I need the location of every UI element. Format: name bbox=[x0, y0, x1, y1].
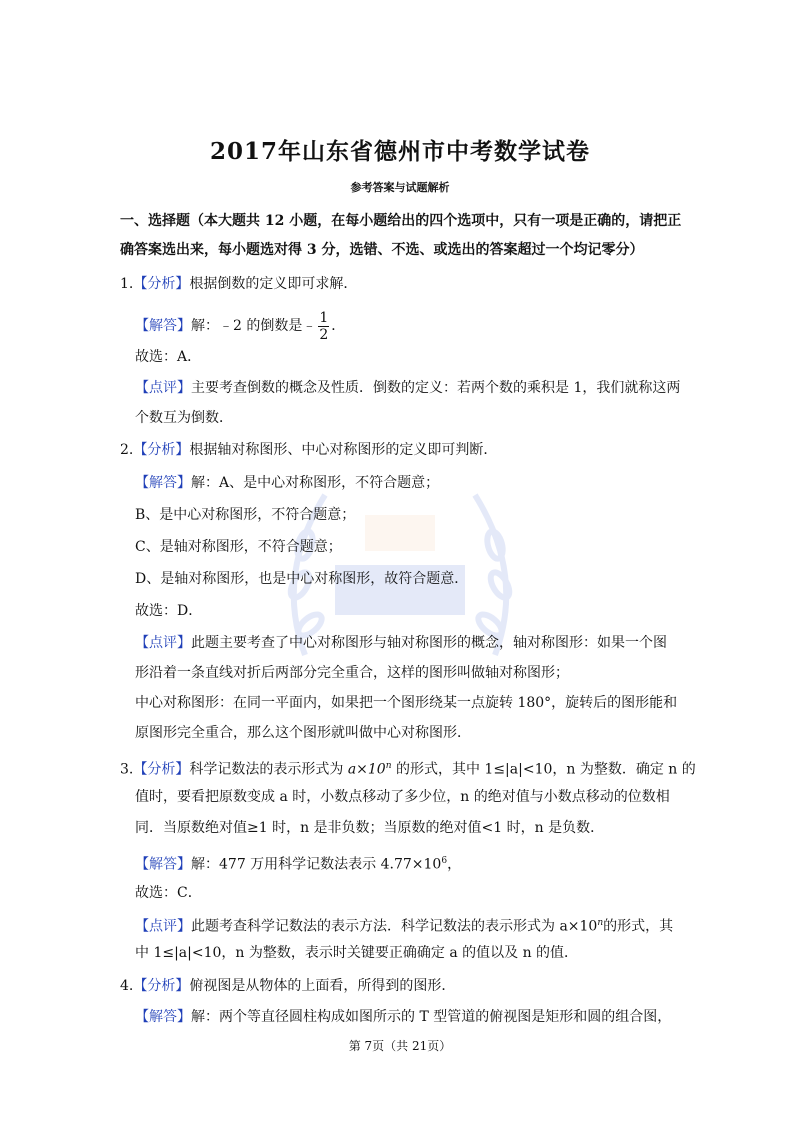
q2-analysis-line bbox=[120, 440, 497, 460]
q1-analysis-text: 根据倒数的定义即可求解． bbox=[189, 276, 358, 292]
analysis-tag: 【分析】 bbox=[133, 761, 190, 778]
q3-analysis-exponent: n bbox=[385, 761, 392, 771]
q2-analysis-text: 根据轴对称图形、中心对称图形的定义即可判断． bbox=[189, 442, 498, 458]
q1-answer-line bbox=[135, 309, 345, 343]
q4-analysis-line bbox=[120, 976, 455, 996]
answer-tag: 【解答】 bbox=[135, 318, 191, 334]
q2-number: 2. bbox=[120, 442, 134, 458]
analysis-tag: 【分析】 bbox=[133, 442, 190, 458]
q2-answer-c: C、是轴对称图形，不符合题意； bbox=[135, 539, 342, 555]
q3-number: 3. bbox=[120, 761, 134, 778]
q1-answer-suffix: ． bbox=[331, 318, 346, 334]
q3-analysis-line-2: 值时，要看把原数变成 a 时，小数点移动了多少位，n 的绝对值与小数点移动的位数相 bbox=[135, 789, 670, 805]
q1-answer-text: 解：﹣2 的倒数是﹣ bbox=[191, 318, 317, 334]
q3-analysis-line-3: 同．当原数绝对值≥1 时，n 是非负数；当原数的绝对值<1 时，n 是负数． bbox=[135, 820, 605, 836]
q1-comment-line-2: 个数互为倒数． bbox=[135, 410, 233, 426]
page-subtitle: 参考答案与试题解析 bbox=[350, 181, 450, 194]
analysis-tag: 【分析】 bbox=[133, 978, 190, 994]
q2-comment-line-1 bbox=[135, 633, 667, 653]
q3-comment-exponent: n bbox=[597, 918, 604, 928]
q3-comment-text-1a: 此题考查科学记数法的表示方法．科学记数法的表示形式为 a×10 bbox=[191, 918, 598, 935]
comment-tag: 【点评】 bbox=[135, 380, 191, 396]
q1-number: 1. bbox=[120, 276, 134, 292]
q1-comment-text-1: 主要考查倒数的概念及性质．倒数的定义：若两个数的乘积是 1，我们就称这两 bbox=[191, 380, 681, 396]
q2-choice: 故选：D． bbox=[135, 603, 203, 619]
q1-analysis-line bbox=[120, 274, 357, 294]
q3-comment-line-2: 中 1≤|a|<10，n 为整数，表示时关键要正确确定 a 的值以及 n 的值． bbox=[135, 945, 579, 961]
analysis-tag: 【分析】 bbox=[133, 276, 190, 292]
q3-choice: 故选：C． bbox=[135, 885, 202, 901]
comment-tag: 【点评】 bbox=[135, 635, 191, 651]
q2-answer-line-a bbox=[135, 473, 439, 493]
q3-comment-text-1b: 的形式，其 bbox=[603, 918, 674, 935]
q2-comment-line-2: 形沿着一条直线对折后两部分完全重合，这样的图形叫做轴对称图形； bbox=[135, 665, 569, 681]
q1-fraction-numerator: 1 bbox=[319, 309, 329, 326]
q3-comment-line-1 bbox=[135, 913, 673, 937]
q2-answer-b: B、是中心对称图形，不符合题意； bbox=[135, 507, 356, 523]
q4-answer-text: 解：两个等直径圆柱构成如图所示的 T 型管道的俯视图是矩形和圆的组合图， bbox=[191, 1009, 672, 1025]
q3-answer-exponent: 6 bbox=[441, 856, 448, 866]
section-header-line-1: 一、选择题（本大题共 12 小题，在每小题给出的四个选项中，只有一项是正确的，请把正 bbox=[120, 213, 682, 229]
q2-answer-d: D、是轴对称图形，也是中心对称图形，故符合题意． bbox=[135, 571, 469, 587]
q1-comment-line-1 bbox=[135, 378, 680, 398]
q4-analysis-text: 俯视图是从物体的上面看，所得到的图形． bbox=[189, 978, 456, 994]
answer-tag: 【解答】 bbox=[135, 1009, 191, 1025]
q4-number: 4. bbox=[120, 978, 134, 994]
q3-answer-text: 解：477 万用科学记数法表示 4.77×10 bbox=[191, 856, 442, 873]
page-footer: 第 7页（共 21页） bbox=[348, 1039, 452, 1053]
q3-answer-suffix: ， bbox=[447, 856, 462, 873]
q3-answer-line bbox=[135, 851, 461, 875]
q3-analysis-text-1a: 科学记数法的表示形式为 bbox=[189, 761, 344, 778]
q3-analysis-formula: a×10 bbox=[347, 761, 386, 778]
comment-tag: 【点评】 bbox=[135, 918, 191, 935]
answer-tag: 【解答】 bbox=[135, 475, 191, 491]
q2-answer-a: 解：A、是中心对称图形，不符合题意； bbox=[191, 475, 440, 491]
section-header-line-2: 确答案选出来，每小题选对得 3 分，选错、不选、或选出的答案超过一个均记零分） bbox=[120, 242, 644, 258]
q2-comment-text-1: 此题主要考查了中心对称图形与轴对称图形的概念，轴对称图形：如果一个图 bbox=[191, 635, 667, 651]
q1-fraction-denominator: 2 bbox=[319, 326, 329, 343]
q1-fraction bbox=[318, 310, 329, 343]
q1-choice: 故选：A． bbox=[135, 349, 202, 365]
q2-comment-line-3: 中心对称图形：在同一平面内，如果把一个图形绕某一点旋转 180°，旋转后的图形能和 bbox=[135, 695, 678, 711]
q2-comment-line-4: 原图形完全重合，那么这个图形就叫做中心对称图形． bbox=[135, 725, 471, 741]
answer-tag: 【解答】 bbox=[135, 856, 191, 873]
page-title: 2017年山东省德州市中考数学试卷 bbox=[209, 138, 590, 165]
q3-analysis-line-1 bbox=[120, 756, 696, 780]
q4-answer-line bbox=[135, 1007, 671, 1027]
q3-analysis-text-1d: 的形式，其中 1≤|a|<10，n 为整数．确定 n 的 bbox=[395, 761, 696, 778]
